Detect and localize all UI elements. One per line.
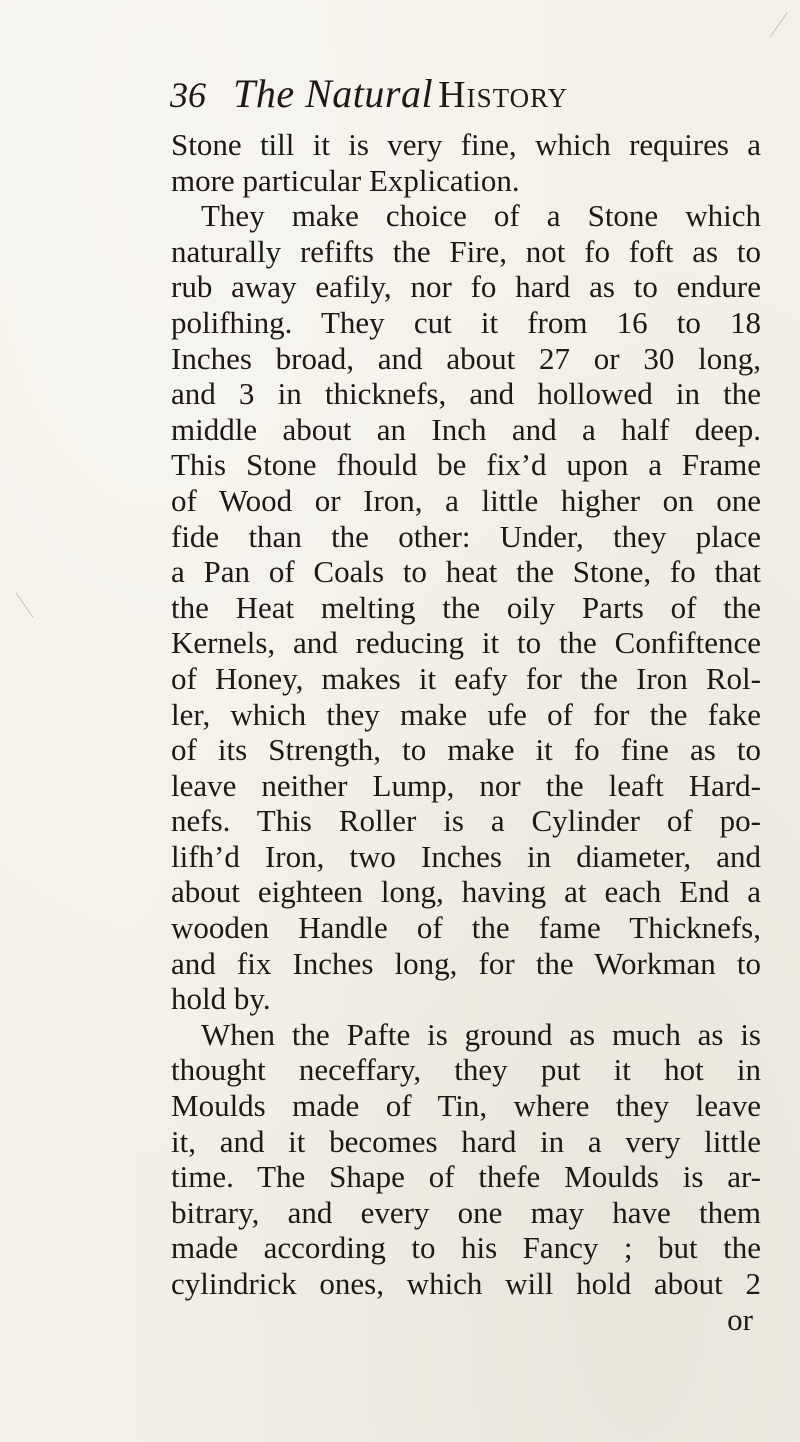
text-line: of Wood or Iron, a little higher on one	[171, 482, 761, 518]
page-number: 36	[170, 75, 206, 115]
text-line: cylindrick ones, which will hold about 2	[171, 1266, 761, 1301]
text-line: a Pan of Coals to heat the Stone, fo that	[171, 554, 761, 590]
text-line: Moulds made of Tin, where they leave	[171, 1088, 761, 1124]
running-title-caps: History	[438, 74, 569, 116]
text-line: nefs. This Roller is a Cylinder of po-	[171, 803, 761, 839]
catchword: or	[727, 1301, 753, 1337]
text-line: When the Pafte is ground as much as is	[201, 1016, 761, 1052]
running-title: The Natural	[233, 71, 434, 116]
page-crease-mark	[769, 12, 787, 37]
text-line: more particular Explication.	[171, 162, 520, 198]
text-line: Kernels, and reducing it to the Confiftence	[171, 625, 761, 661]
text-line: lifh’d Iron, two Inches in diameter, and	[171, 838, 761, 874]
text-line: the Heat melting the oily Parts of the	[171, 589, 761, 625]
text-line: and fix Inches long, for the Workman to	[171, 945, 761, 981]
text-line: naturally refifts the Fire, not fo foft as to	[171, 233, 761, 269]
text-line: Inches broad, and about 27 or 30 long,	[171, 340, 761, 376]
text-line: thought neceffary, they put it hot in	[171, 1052, 761, 1088]
text-line: and 3 in thicknefs, and hollowed in the	[171, 376, 761, 412]
text-line: wooden Handle of the fame Thicknefs,	[171, 910, 761, 946]
text-line: about eighteen long, having at each End a	[171, 874, 761, 910]
text-line: Stone till it is very fine, which requires a	[171, 127, 761, 162]
text-line: leave neither Lump, nor the leaft Hard-	[171, 767, 761, 803]
text-line: hold by.	[171, 981, 271, 1017]
text-line: fide than the other: Under, they place	[171, 518, 761, 554]
text-line: time. The Shape of thefe Moulds is ar-	[171, 1159, 761, 1195]
text-line: ler, which they make ufe of for the fake	[171, 696, 761, 732]
text-line: made according to his Fancy ; but the	[171, 1230, 761, 1266]
text-line: middle about an Inch and a half deep.	[171, 411, 761, 447]
text-line: polifhing. They cut it from 16 to 18	[171, 304, 761, 340]
text-line: it, and it becomes hard in a very little	[171, 1123, 761, 1159]
text-line: This Stone fhould be fix’d upon a Frame	[171, 447, 761, 483]
text-line: rub away eafily, nor fo hard as to endure	[171, 269, 761, 305]
text-line: They make choice of a Stone which	[201, 198, 761, 234]
text-line: of its Strength, to make it fo fine as to	[171, 732, 761, 768]
running-header	[170, 70, 770, 120]
text-line: bitrary, and every one may have them	[171, 1194, 761, 1230]
body-text	[171, 127, 761, 1337]
text-line: of Honey, makes it eafy for the Iron Rol-	[171, 660, 761, 696]
page-crease-mark	[15, 592, 33, 617]
